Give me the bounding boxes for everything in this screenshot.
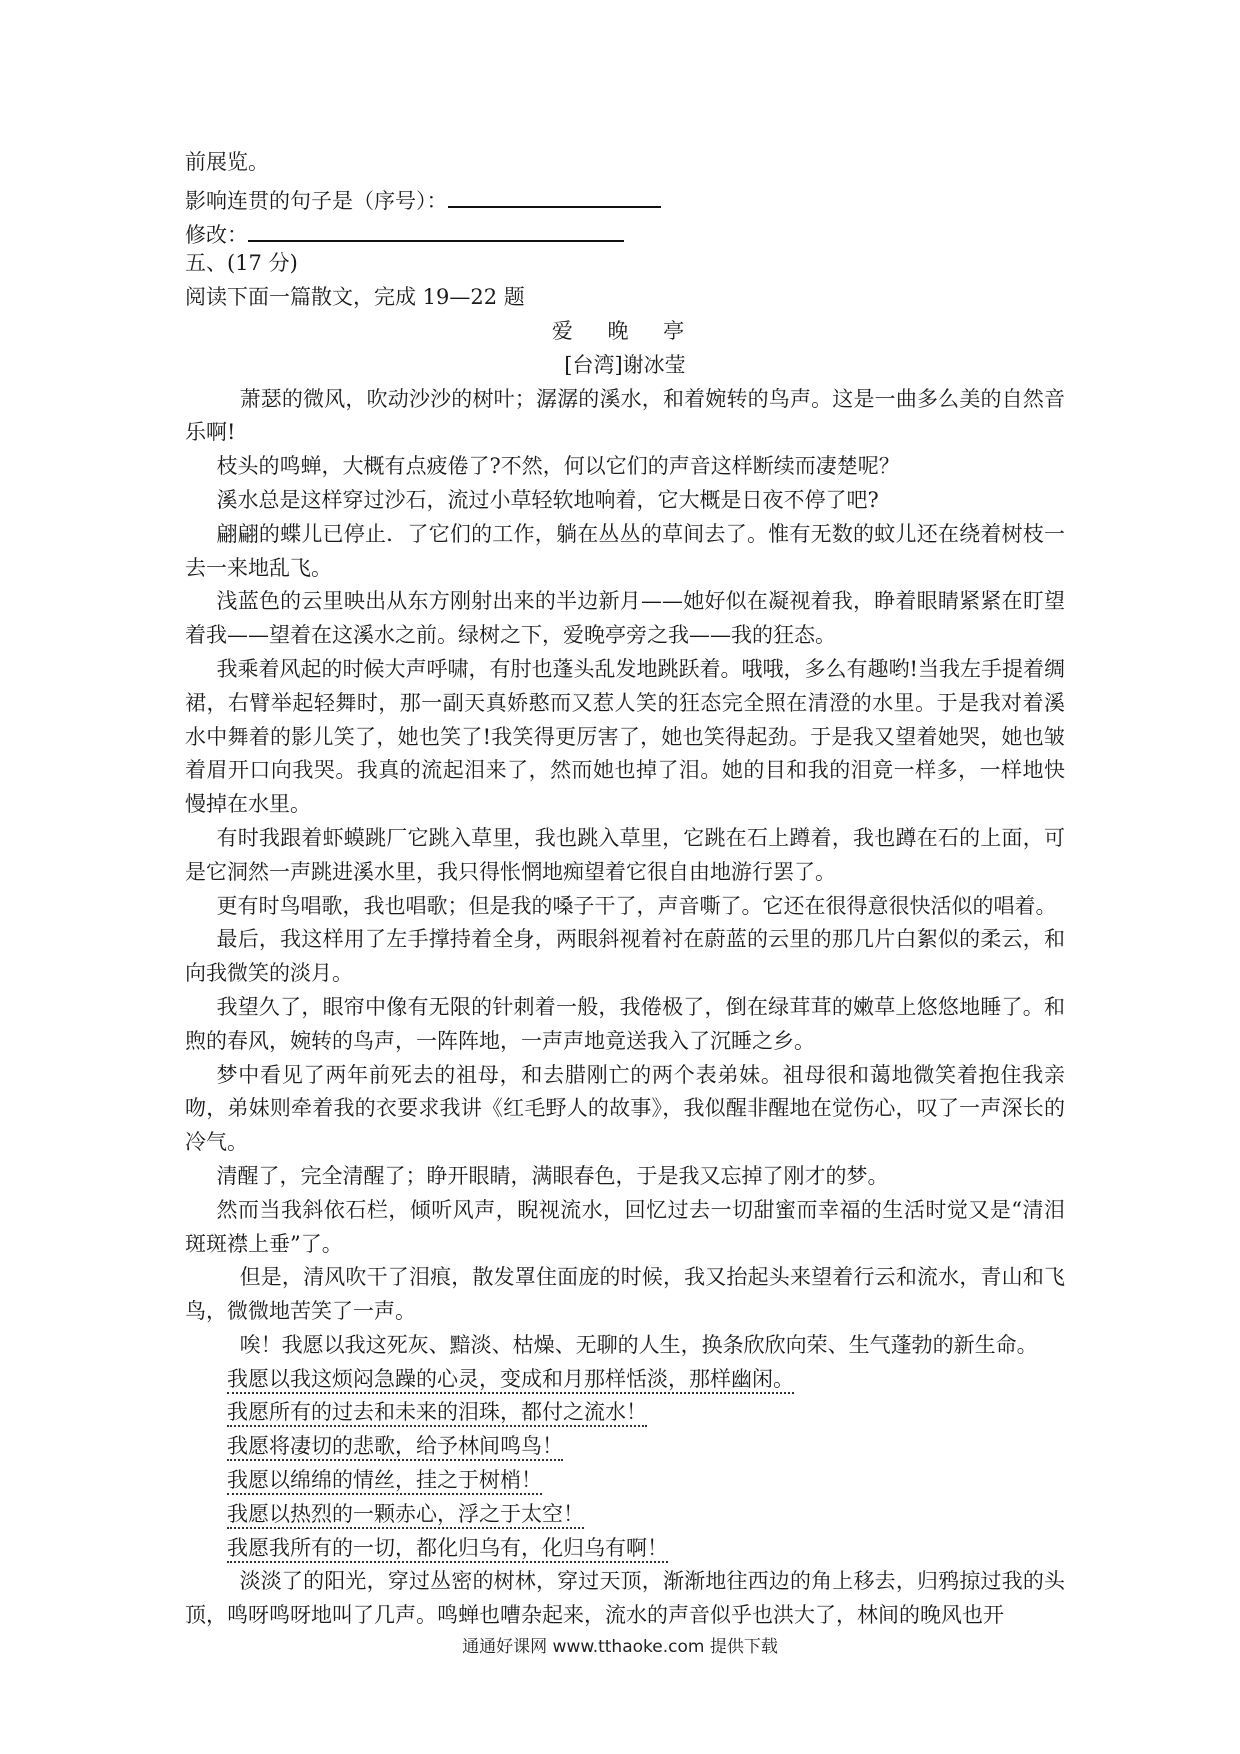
paragraph: 唉！我愿以我这死灰、黯淡、枯燥、无聊的人生，换条欣欣向荣、生气蓬勃的新生命。: [239, 1332, 1038, 1357]
question-coherence-label: 影响连贯的句子是（序号）：: [185, 188, 448, 213]
underlined-sentence: 我愿以热烈的一颗赤心，浮之于太空！: [185, 1498, 1065, 1532]
paragraph: 清醒了，完全清醒了；睁开眼睛，满眼春色，于是我又忘掉了刚才的梦。: [216, 1163, 889, 1188]
paragraph: 枝头的鸣蝉，大概有点疲倦了?不然，何以它们的声音这样断续而凄楚呢？: [216, 454, 900, 479]
paragraph: 淡淡了的阳光，穿过丛密的树林，穿过天顶，渐渐地往西边的角上移去，归鸦掠过我的头顶，鸣呀鸣呀地叫了几声。鸣蝉也嘈杂起来，流水的声音似乎也洪大了，林间的晚风也开: [185, 1569, 1065, 1628]
paragraph: 萧瑟的微风，吹动沙沙的树叶；潺潺的溪水，和着婉转的鸟声。这是一曲多么美的自然音乐啊!: [185, 386, 1065, 445]
question-revision: [185, 214, 1065, 248]
section-heading: 五、(17 分): [185, 251, 298, 276]
underlined-sentence: 我愿以绵绵的情丝，挂之于树梢！: [185, 1464, 1065, 1498]
paragraph: 溪水总是这样穿过沙石，流过小草轻软地响着，它大概是日夜不停了吧?: [216, 487, 879, 512]
previous-text-tail: 前展览。: [185, 150, 269, 174]
paragraph: 然而当我斜依石栏，倾听风声，睨视流水，回忆过去一切甜蜜而幸福的生活时觉又是“清泪斑斑襟上垂”了。: [185, 1197, 1065, 1256]
question-revision-label: 修改：: [185, 222, 248, 247]
paragraph: 但是，清风吹干了泪痕，散发罩住面庞的时候，我又抬起头来望着行云和流水，青山和飞鸟，微微地苦笑了一声。: [185, 1265, 1065, 1324]
essay-author: [台湾]谢冰莹: [564, 352, 686, 377]
paragraph: 最后，我这样用了左手撑持着全身，两眼斜视着衬在蔚蓝的云里的那几片白絮似的柔云，和向我微笑的淡月。: [185, 927, 1065, 986]
paragraph: 我望久了，眼帘中像有无限的针刺着一般，我倦极了，倒在绿茸茸的嫩草上悠悠地睡了。和煦的春风，婉转的鸟声，一阵阵地，一声声地竟送我入了沉睡之乡。: [185, 994, 1065, 1053]
underlined-sentence: 我愿所有的过去和未来的泪珠，都付之流水！: [185, 1396, 1065, 1430]
paragraph: 有时我跟着虾蟆跳厂它跳入草里，我也跳入草里，它跳在石上蹲着，我也蹲在石的上面，可是它洞然一声跳进溪水里，我只得怅惘地痴望着它很自由地游行罢了。: [185, 825, 1065, 884]
question-coherence: [185, 180, 1065, 214]
paragraph: 翩翩的蝶儿已停止．了它们的工作，躺在丛丛的草间去了。惟有无数的蚊儿还在绕着树枝一去一来地乱飞。: [185, 521, 1065, 580]
paragraph: 更有时鸟唱歌，我也唱歌；但是我的嗓子干了，声音嘶了。它还在很得意很快活似的唱着。: [216, 893, 1057, 918]
page-footer: 通通好课网 www.tthaoke.com 提供下载: [462, 1637, 778, 1657]
answer-blank-sentence[interactable]: [448, 180, 661, 208]
document-body: [185, 146, 1065, 1633]
reading-instruction: 阅读下面一篇散文，完成 19—22 题: [185, 285, 525, 310]
essay-title: 爱 晚 亭: [551, 318, 699, 343]
underlined-sentence: 我愿以我这烦闷急躁的心灵，变成和月那样恬淡，那样幽闲。: [185, 1363, 1065, 1397]
underlined-sentence: 我愿我所有的一切，都化归乌有，化归乌有啊！: [185, 1532, 1065, 1566]
paragraph: 我乘着风起的时候大声呼啸，有肘也蓬头乱发地跳跃着。哦哦，多么有趣哟!当我左手提着绸裙，右臂举起轻舞时，那一副天真娇憨而又惹人笑的狂态完全照在清澄的水里。于是我对着溪水中舞着的影儿笑了，她也笑了!我笑得更厉害了，她也笑得起劲。于是我又望着她哭，她也皱着眉开口向我哭。我真的流起泪来了，然而她也掉了泪。她的目和我的泪竟一样多，一样地快慢掉在水里。: [185, 656, 1065, 817]
answer-blank-revision[interactable]: [248, 214, 624, 242]
paragraph: 梦中看见了两年前死去的祖母，和去腊刚亡的两个表弟妹。祖母很和蔼地微笑着抱住我亲吻，弟妹则牵着我的衣要求我讲《红毛野人的故事》，我似醒非醒地在觉伤心，叹了一声深长的冷气。: [185, 1062, 1065, 1155]
underlined-sentence: 我愿将凄切的悲歌，给予林间鸣鸟！: [185, 1430, 1065, 1464]
paragraph: 浅蓝色的云里映出从东方刚射出来的半边新月——她好似在凝视着我，睁着眼睛紧紧在盯望着我——望着在这溪水之前。绿树之下，爱晚亭旁之我——我的狂态。: [185, 589, 1065, 648]
